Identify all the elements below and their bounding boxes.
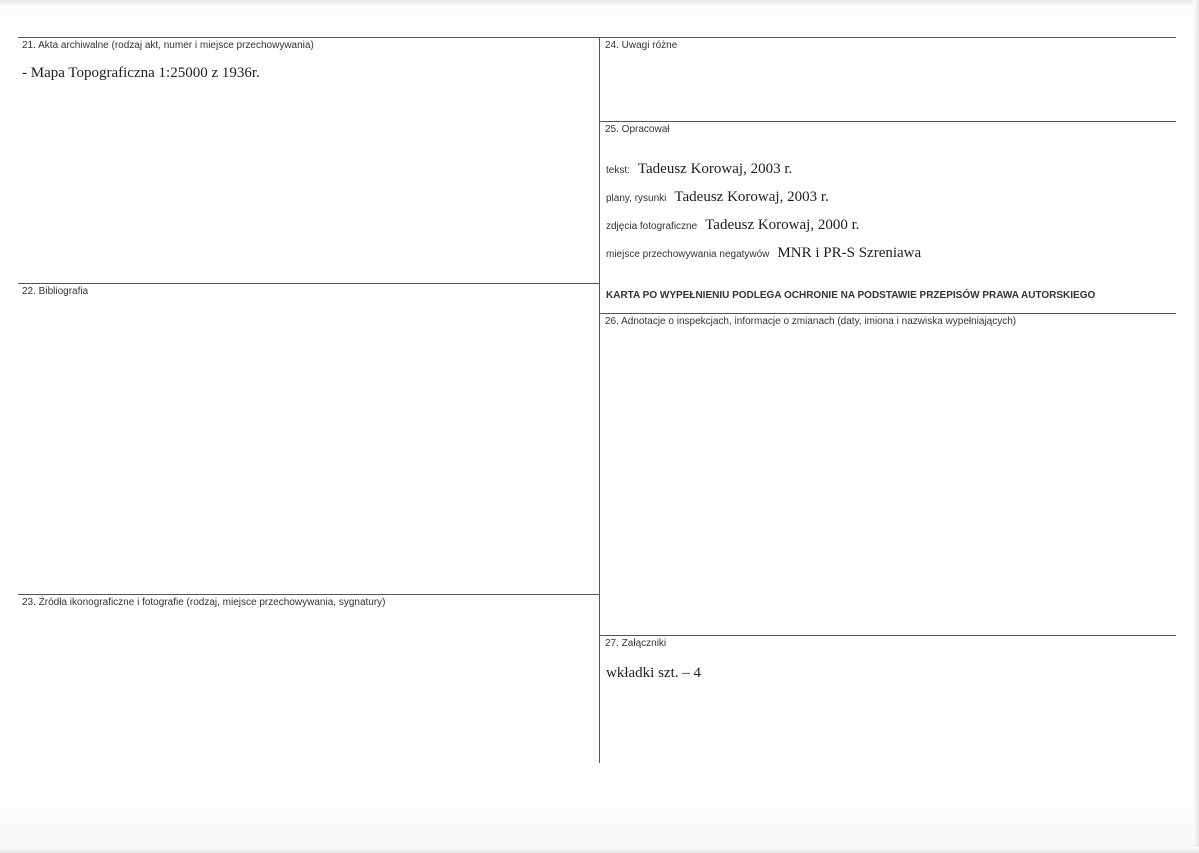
rule-left-22 (18, 283, 599, 284)
zdjecia-label: zdjęcia fotograficzne (606, 221, 698, 232)
tekst-label: tekst: (606, 165, 630, 176)
section-21-value: - Mapa Topograficzna 1:25000 z 1936r. (22, 65, 260, 81)
plany-value: Tadeusz Korowaj, 2003 r. (674, 189, 829, 205)
tekst-value: Tadeusz Korowaj, 2003 r. (637, 161, 793, 177)
zdjecia-value: Tadeusz Korowaj, 2000 r. (705, 217, 860, 233)
rule-right-27 (599, 635, 1176, 636)
plany-label: plany, rysunki (606, 193, 667, 204)
paper-edge-top (0, 0, 1199, 8)
section-26-label: 26. Adnotacje o inspekcjach, informacje o zmianach (daty, imiona i nazwiska wypełniających) (605, 316, 1017, 327)
section-27-label: 27. Załączniki (605, 638, 667, 649)
rule-top-full (18, 37, 1176, 38)
row-negatywy (606, 245, 921, 262)
section-24-label: 24. Uwagi różne (605, 40, 678, 51)
rule-right-25 (599, 121, 1176, 122)
rule-right-26 (599, 313, 1176, 314)
paper-edge-right (1193, 0, 1199, 853)
section-27-value: wkładki szt. – 4 (606, 665, 701, 681)
row-zdjecia (606, 217, 860, 234)
negatywy-value: MNR i PR-S Szreniawa (777, 245, 922, 261)
section-23-label: 23. Źródła ikonograficzne i fotografie (rodzaj, miejsce przechowywania, sygnatury) (22, 597, 386, 608)
section-25-label: 25. Opracował (605, 124, 670, 135)
row-tekst (606, 161, 792, 178)
paper-edge-bottom (0, 847, 1199, 853)
negatywy-label: miejsce przechowywania negatywów (606, 249, 770, 260)
row-plany (606, 189, 829, 206)
rule-left-23 (18, 594, 599, 595)
section-21-label: 21. Akta archiwalne (rodzaj akt, numer i miejsce przechowywania) (22, 40, 314, 51)
rule-center-vertical (599, 37, 600, 763)
copyright-note: KARTA PO WYPEŁNIENIU PODLEGA OCHRONIE NA PODSTAWIE PRZEPISÓW PRAWA AUTORSKIEGO (606, 290, 1096, 301)
section-22-label: 22. Bibliografia (22, 286, 89, 297)
